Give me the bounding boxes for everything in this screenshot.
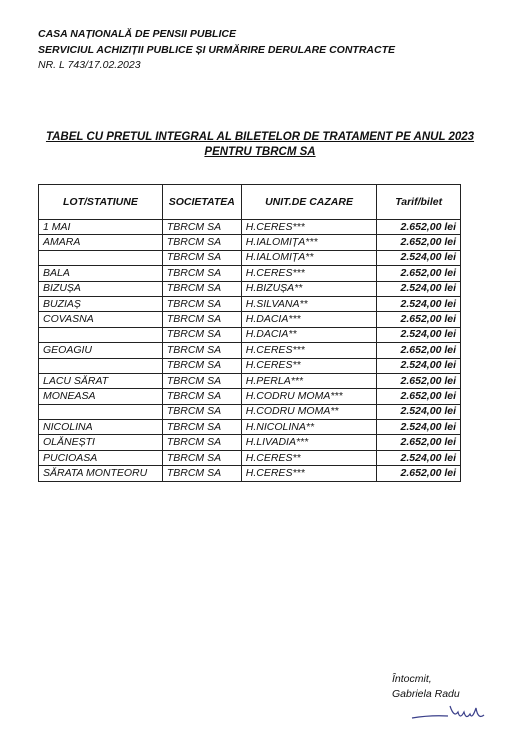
table-header-row	[39, 185, 461, 220]
cell-unitate: H.BIZUȘA**	[241, 281, 377, 296]
cell-unitate: H.CODRU MOMA***	[241, 389, 377, 404]
cell-tarif: 2.524,00 lei	[377, 450, 461, 465]
cell-lot: MONEASA	[39, 389, 163, 404]
cell-societate: TBRCM SA	[162, 389, 241, 404]
cell-societate: TBRCM SA	[162, 250, 241, 265]
table-row	[39, 450, 461, 465]
cell-lot: COVASNA	[39, 312, 163, 327]
cell-tarif: 2.524,00 lei	[377, 404, 461, 419]
title-line-2: PENTRU TBRCM SA	[204, 146, 316, 158]
prepared-by-name: Gabriela Radu	[392, 688, 460, 700]
table-row	[39, 435, 461, 450]
cell-unitate: H.DACIA**	[241, 327, 377, 342]
department-name: SERVICIUL ACHIZIȚII PUBLICE ȘI URMĂRIRE DERULARE CONTRACTE	[38, 43, 396, 56]
cell-unitate: H.LIVADIA***	[241, 435, 377, 450]
table-row	[39, 466, 461, 481]
table-row	[39, 296, 461, 311]
cell-societate: TBRCM SA	[162, 466, 241, 481]
cell-unitate: H.CERES**	[241, 450, 377, 465]
cell-societate: TBRCM SA	[162, 266, 241, 281]
cell-tarif: 2.652,00 lei	[377, 235, 461, 250]
header-tarif: Tarif/bilet	[377, 185, 461, 220]
cell-lot	[39, 358, 163, 373]
header-societate: SOCIETATEA	[162, 185, 241, 220]
cell-lot	[39, 250, 163, 265]
cell-societate: TBRCM SA	[162, 435, 241, 450]
price-table	[38, 184, 461, 482]
cell-tarif: 2.524,00 lei	[377, 296, 461, 311]
table-row	[39, 343, 461, 358]
document-header	[38, 27, 395, 74]
table-row	[39, 266, 461, 281]
header-unitate: UNIT.DE CAZARE	[241, 185, 377, 220]
table-row	[39, 250, 461, 265]
cell-societate: TBRCM SA	[162, 373, 241, 388]
cell-lot: GEOAGIU	[39, 343, 163, 358]
cell-lot: OLĂNEȘTI	[39, 435, 163, 450]
cell-tarif: 2.652,00 lei	[377, 435, 461, 450]
cell-lot: PUCIOASA	[39, 450, 163, 465]
cell-tarif: 2.524,00 lei	[377, 281, 461, 296]
cell-lot: BIZUȘA	[39, 281, 163, 296]
cell-lot: BUZIAȘ	[39, 296, 163, 311]
cell-societate: TBRCM SA	[162, 450, 241, 465]
cell-tarif: 2.524,00 lei	[377, 250, 461, 265]
cell-unitate: H.CERES**	[241, 358, 377, 373]
cell-societate: TBRCM SA	[162, 220, 241, 235]
cell-societate: TBRCM SA	[162, 235, 241, 250]
cell-tarif: 2.652,00 lei	[377, 466, 461, 481]
registration-number: NR. L 743/17.02.2023	[38, 59, 141, 71]
cell-lot: NICOLINA	[39, 420, 163, 435]
table-row	[39, 312, 461, 327]
table-row	[39, 404, 461, 419]
cell-unitate: H.DACIA***	[241, 312, 377, 327]
table-row	[39, 327, 461, 342]
cell-unitate: H.CODRU MOMA**	[241, 404, 377, 419]
cell-unitate: H.IALOMIȚA***	[241, 235, 377, 250]
cell-unitate: H.NICOLINA**	[241, 420, 377, 435]
cell-societate: TBRCM SA	[162, 404, 241, 419]
header-lot: LOT/STATIUNE	[39, 185, 163, 220]
cell-lot: BALA	[39, 266, 163, 281]
table-row	[39, 420, 461, 435]
cell-tarif: 2.652,00 lei	[377, 373, 461, 388]
document-title	[40, 130, 480, 160]
cell-tarif: 2.652,00 lei	[377, 266, 461, 281]
table-row	[39, 235, 461, 250]
cell-unitate: H.PERLA***	[241, 373, 377, 388]
cell-tarif: 2.652,00 lei	[377, 220, 461, 235]
cell-unitate: H.SILVANA**	[241, 296, 377, 311]
table-row	[39, 358, 461, 373]
title-line-1: TABEL CU PRETUL INTEGRAL AL BILETELOR DE TRATAMENT PE ANUL 2023	[45, 131, 475, 143]
table-row	[39, 220, 461, 235]
cell-societate: TBRCM SA	[162, 312, 241, 327]
cell-societate: TBRCM SA	[162, 358, 241, 373]
cell-unitate: H.CERES***	[241, 466, 377, 481]
cell-tarif: 2.524,00 lei	[377, 327, 461, 342]
cell-unitate: H.CERES***	[241, 220, 377, 235]
cell-tarif: 2.652,00 lei	[377, 343, 461, 358]
cell-tarif: 2.524,00 lei	[377, 358, 461, 373]
cell-lot: SĂRATA MONTEORU	[39, 466, 163, 481]
cell-unitate: H.IALOMIȚA**	[241, 250, 377, 265]
cell-societate: TBRCM SA	[162, 343, 241, 358]
cell-tarif: 2.524,00 lei	[377, 420, 461, 435]
cell-societate: TBRCM SA	[162, 281, 241, 296]
prepared-by-label: Întocmit,	[392, 673, 432, 685]
table-row	[39, 373, 461, 388]
cell-lot: LACU SĂRAT	[39, 373, 163, 388]
cell-unitate: H.CERES***	[241, 266, 377, 281]
cell-lot: AMARA	[39, 235, 163, 250]
handwritten-signature	[410, 700, 490, 724]
cell-tarif: 2.652,00 lei	[377, 389, 461, 404]
cell-lot: 1 MAI	[39, 220, 163, 235]
cell-societate: TBRCM SA	[162, 420, 241, 435]
cell-lot	[39, 327, 163, 342]
cell-unitate: H.CERES***	[241, 343, 377, 358]
table-row	[39, 389, 461, 404]
institution-name: CASA NAȚIONALĂ DE PENSII PUBLICE	[38, 28, 236, 40]
signature-block	[392, 672, 460, 702]
cell-lot	[39, 404, 163, 419]
cell-tarif: 2.652,00 lei	[377, 312, 461, 327]
cell-societate: TBRCM SA	[162, 296, 241, 311]
cell-societate: TBRCM SA	[162, 327, 241, 342]
table-row	[39, 281, 461, 296]
